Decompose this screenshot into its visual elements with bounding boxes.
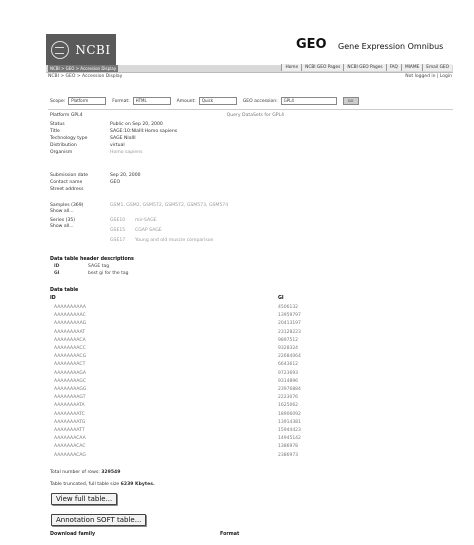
- view-full-table-button[interactable]: View full table...: [51, 493, 117, 505]
- table-row: [54, 362, 334, 370]
- table-cell-gi[interactable]: 1386978: [278, 444, 299, 450]
- table-row: [54, 371, 334, 379]
- header-desc-key-id: ID: [54, 264, 60, 269]
- table-row: [54, 354, 334, 362]
- table-row: [54, 436, 334, 444]
- table-cell-id[interactable]: AAAAAAAACG: [54, 354, 87, 360]
- title-value: SAGE:10:NlaIII:Homo sapiens: [110, 129, 178, 134]
- series-label: Series (35): [50, 218, 76, 223]
- table-cell-gi[interactable]: 4506132: [278, 305, 299, 310]
- table-row: [54, 321, 334, 329]
- table-cell-id[interactable]: AAAAAAAAAC: [54, 313, 86, 319]
- breadcrumb: NCBI > GEO > Accession Display: [48, 74, 123, 79]
- topbar-label: NCBI > GEO > Accession Display: [50, 66, 117, 71]
- table-row: [54, 338, 334, 346]
- series-id-1[interactable]: GSE15: [110, 228, 126, 233]
- table-row: [54, 346, 334, 354]
- street-address-label: Street address: [50, 187, 84, 192]
- truncated-note: [50, 482, 155, 487]
- accession-input[interactable]: GPL4: [281, 97, 337, 105]
- table-cell-gi[interactable]: 9723693: [278, 370, 299, 376]
- table-cell-id[interactable]: AAAAAAAACT: [54, 362, 86, 368]
- table-cell-id[interactable]: AAAAAAACAC: [54, 444, 86, 450]
- table-row: [54, 444, 334, 452]
- search-form: [50, 97, 359, 105]
- distribution-label: Distribution: [50, 143, 77, 148]
- table-cell-id[interactable]: AAAAAAAAGT: [54, 395, 86, 401]
- download-format-header: Format: [220, 532, 240, 537]
- header-desc-key-gi: GI: [54, 271, 60, 276]
- table-cell-gi[interactable]: 14945142: [278, 436, 301, 442]
- geo-subtitle: Gene Expression Omnibus: [338, 42, 444, 51]
- table-cell-id[interactable]: AAAAAAAAGG: [54, 387, 87, 392]
- header-desc-gi: best gi for the tag: [88, 271, 129, 276]
- table-cell-id[interactable]: AAAAAAAAAG: [54, 321, 87, 327]
- format-select[interactable]: HTML: [133, 97, 171, 105]
- organism-label: Organism: [50, 150, 73, 155]
- table-row: [54, 428, 334, 436]
- series-id-0[interactable]: GSE10: [110, 218, 126, 223]
- contact-name-label: Contact name: [50, 180, 83, 185]
- table-cell-gi[interactable]: 6643612: [278, 362, 299, 368]
- table-row: [54, 453, 334, 461]
- data-table-col-gi: GI: [278, 296, 284, 301]
- nav-link-faq[interactable]: FAQ: [386, 64, 401, 71]
- table-cell-id[interactable]: AAAAAAAAAT: [54, 329, 86, 335]
- platform-label: Platform GPL4: [50, 113, 83, 118]
- table-cell-gi[interactable]: 15944423: [278, 428, 301, 433]
- table-row: [54, 305, 334, 313]
- data-table-col-id: ID: [50, 296, 56, 301]
- table-row: [54, 387, 334, 395]
- ncbi-logo-icon: [51, 41, 69, 59]
- table-cell-gi[interactable]: 20413197: [278, 321, 301, 327]
- series-id-2[interactable]: GSE17: [110, 238, 126, 243]
- table-cell-id[interactable]: AAAAAAAAGC: [54, 378, 87, 384]
- nav-link-miame[interactable]: MIAME: [401, 64, 422, 71]
- submission-date-label: Submission date: [50, 173, 89, 178]
- distribution-value: virtual: [110, 143, 125, 148]
- table-cell-gi[interactable]: 1625062: [278, 403, 299, 409]
- contact-name-value: GEO: [110, 180, 121, 185]
- table-cell-gi[interactable]: 22684064: [278, 354, 301, 360]
- table-cell-gi[interactable]: 2223076: [278, 395, 299, 401]
- table-cell-id[interactable]: AAAAAAAATA: [54, 403, 85, 409]
- organism-value[interactable]: Homo sapiens: [110, 150, 143, 155]
- technology-value: SAGE NlaIII: [110, 136, 136, 141]
- table-cell-gi[interactable]: 9897512: [278, 337, 299, 343]
- table-row: [54, 313, 334, 321]
- samples-label: Samples (369): [50, 203, 84, 208]
- format-label: Format:: [112, 98, 130, 104]
- nav-link-geo-pages-1[interactable]: NCBI GEO Pages: [301, 64, 343, 71]
- table-cell-gi[interactable]: 2386973: [278, 452, 299, 458]
- query-datasets-link[interactable]: Query DataSets for GPL4: [226, 113, 284, 118]
- table-cell-id[interactable]: AAAAAAAAAA: [54, 305, 86, 310]
- table-row: [54, 395, 334, 403]
- table-cell-id[interactable]: AAAAAAAATC: [54, 411, 85, 417]
- accession-label: GEO accession:: [242, 98, 278, 104]
- table-cell-gi[interactable]: 23128223: [278, 329, 301, 335]
- table-cell-gi[interactable]: 13959797: [278, 313, 301, 319]
- divider: [48, 109, 453, 110]
- nav-link-geo-pages-2[interactable]: NCBI GEO Pages: [343, 64, 385, 71]
- total-rows-value: 329549: [101, 470, 121, 475]
- table-cell-gi[interactable]: 23976884: [278, 387, 301, 392]
- geo-logo[interactable]: GEO: [296, 37, 327, 52]
- status-value: Public on Sep 20, 2000: [110, 122, 163, 127]
- total-rows-label: Total number of rows:: [50, 470, 100, 475]
- go-button[interactable]: GO: [343, 97, 359, 105]
- table-cell-gi[interactable]: 13914381: [278, 419, 301, 425]
- series-show-all-link[interactable]: Show all...: [50, 224, 74, 229]
- scope-label: Scope:: [50, 98, 66, 104]
- total-rows: [50, 470, 120, 475]
- table-row: [54, 403, 334, 411]
- table-cell-id[interactable]: AAAAAAAAGA: [54, 370, 86, 376]
- table-cell-id[interactable]: AAAAAAACAA: [54, 436, 86, 442]
- ncbi-logo-text: NCBI: [75, 42, 111, 57]
- technology-label: Technology type: [50, 136, 88, 141]
- truncated-label: Table truncated, full table size: [50, 482, 120, 487]
- truncated-value: 6239 Kbytes.: [120, 482, 155, 487]
- table-row: [54, 420, 334, 428]
- table-cell-id[interactable]: AAAAAAAATT: [54, 428, 85, 433]
- table-row: [54, 379, 334, 387]
- nav-link-home[interactable]: Home: [281, 64, 301, 71]
- series-desc-1: CGAP SAGE: [135, 228, 162, 233]
- table-cell-gi[interactable]: 9328324: [278, 346, 299, 351]
- table-cell-id[interactable]: AAAAAAAACA: [54, 337, 86, 343]
- download-family-header: Download family: [50, 532, 96, 537]
- table-row: [54, 330, 334, 338]
- nav-links: [281, 64, 452, 71]
- series-desc-0: mir-SAGE: [135, 218, 157, 223]
- samples-show-all-link[interactable]: Show all...: [50, 209, 74, 214]
- ncbi-logo[interactable]: [46, 34, 116, 65]
- annotation-soft-button[interactable]: Annotation SOFT table...: [51, 514, 146, 526]
- amount-select[interactable]: Quick: [199, 97, 237, 105]
- amount-label: Amount:: [176, 98, 196, 104]
- login-status[interactable]: Not logged in | Login: [405, 74, 452, 79]
- series-desc-2: Young and old muscle comparison: [135, 238, 214, 243]
- samples-value[interactable]: GSM1, GSM2, GSM572, GSM572, GSM573, GSM574: [110, 203, 229, 208]
- table-cell-id[interactable]: AAAAAAAATG: [54, 419, 86, 425]
- header-descriptions-title: Data table header descriptions: [50, 257, 134, 262]
- status-label: Status: [50, 122, 65, 127]
- title-label: Title: [50, 129, 60, 134]
- table-cell-id[interactable]: AAAAAAACAG: [54, 452, 86, 458]
- header-desc-id: SAGE tag: [88, 264, 110, 269]
- submission-date-value: Sep 20, 2000: [110, 173, 141, 178]
- table-row: [54, 412, 334, 420]
- table-cell-gi[interactable]: 9314896: [278, 378, 299, 384]
- nav-link-email[interactable]: Email GEO: [422, 64, 452, 71]
- table-cell-id[interactable]: AAAAAAAACC: [54, 346, 86, 351]
- table-cell-gi[interactable]: 18906092: [278, 411, 301, 417]
- data-table-title: Data table: [50, 288, 79, 293]
- scope-select[interactable]: Platform: [68, 97, 106, 105]
